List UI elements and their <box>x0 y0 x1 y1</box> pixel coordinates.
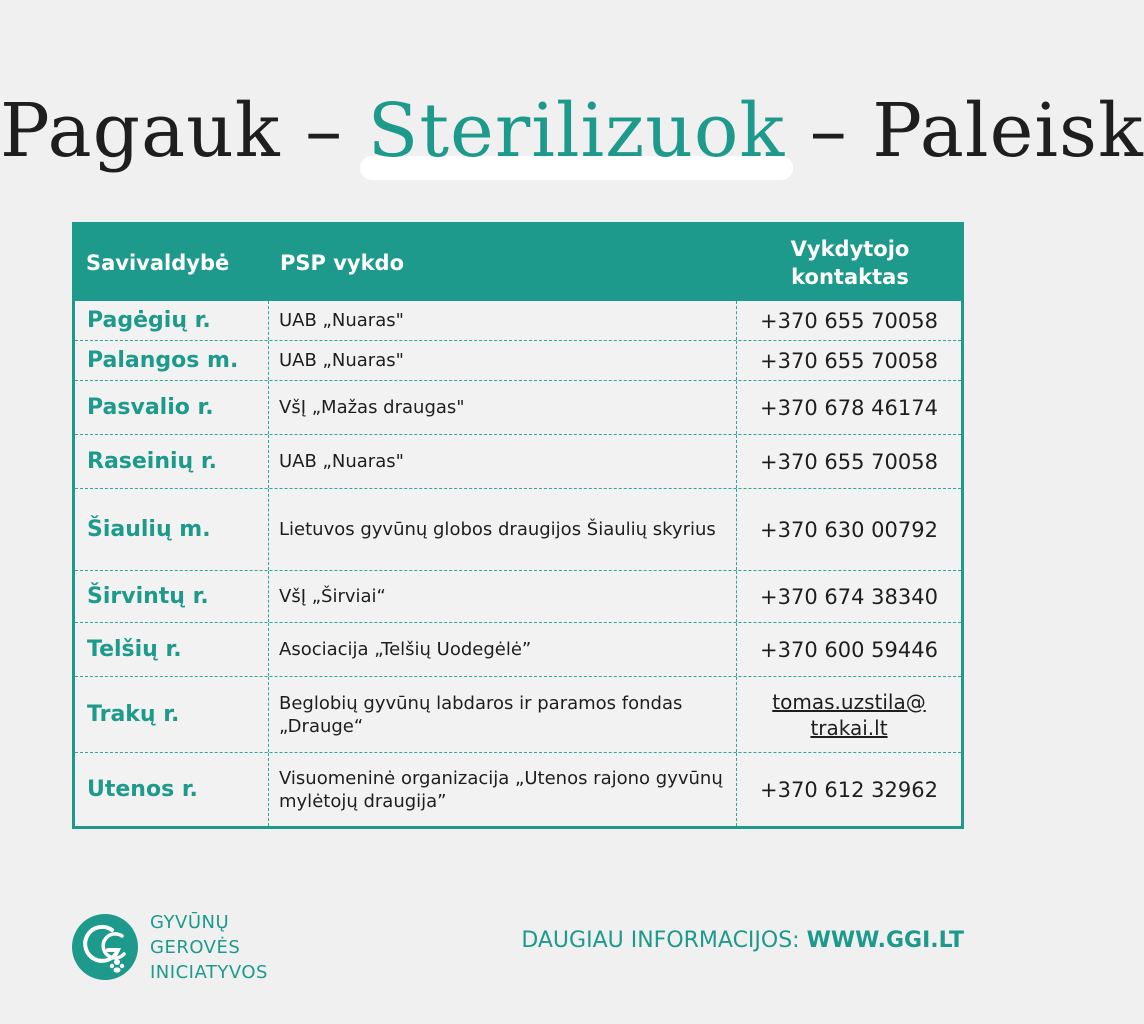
contact-cell: +370 612 32962 <box>760 777 938 802</box>
municipality-cell: Pagėgių r. <box>75 301 269 340</box>
provider-cell: VšĮ „Mažas draugas" <box>269 381 737 434</box>
municipality-cell: Širvintų r. <box>75 571 269 622</box>
provider-cell: Beglobių gyvūnų labdaros ir paramos fondas „Drauge“ <box>269 677 737 752</box>
table-row <box>75 301 961 341</box>
header-provider: PSP vykdo <box>280 251 405 275</box>
municipality-cell: Palangos m. <box>75 341 269 380</box>
page-title <box>0 66 1144 196</box>
title-highlight <box>368 66 786 196</box>
provider-cell: UAB „Nuaras" <box>269 435 737 488</box>
contact-cell: +370 655 70058 <box>760 308 938 333</box>
table-row <box>75 341 961 381</box>
logo-line-2: GEROVĖS <box>150 937 241 958</box>
more-info-label: DAUGIAU INFORMACIJOS: <box>521 928 807 953</box>
contact-cell: +370 630 00792 <box>760 517 938 542</box>
table-row <box>75 435 961 489</box>
header-contact: Vykdytojo kontaktas <box>790 237 910 289</box>
logo-line-3: INICIATYVOS <box>150 962 268 983</box>
title-part-2: – Paleisk <box>785 88 1144 174</box>
municipality-cell: Pasvalio r. <box>75 381 269 434</box>
municipality-cell: Šiaulių m. <box>75 489 269 570</box>
ggi-logo-icon <box>72 914 138 980</box>
table-row <box>75 677 961 753</box>
title-part-1: Pagauk – <box>0 88 368 174</box>
more-info <box>521 928 964 953</box>
provider-cell: Asociacija „Telšių Uodegėlė” <box>269 623 737 676</box>
table-row <box>75 571 961 623</box>
contact-cell: +370 655 70058 <box>760 449 938 474</box>
contact-cell: +370 655 70058 <box>760 348 938 373</box>
municipality-cell: Utenos r. <box>75 753 269 826</box>
contact-cell: +370 678 46174 <box>760 395 938 420</box>
municipality-cell: Telšių r. <box>75 623 269 676</box>
header-municipality: Savivaldybė <box>86 251 230 275</box>
table-row <box>75 753 961 826</box>
table-row <box>75 489 961 571</box>
title-highlight-text: Sterilizuok <box>367 88 786 174</box>
table-row <box>75 623 961 677</box>
provider-cell: VšĮ „Širviai“ <box>269 571 737 622</box>
provider-cell: UAB „Nuaras" <box>269 341 737 380</box>
municipality-cell: Raseinių r. <box>75 435 269 488</box>
ggi-logo <box>72 910 292 990</box>
table-row <box>75 381 961 435</box>
website-link[interactable]: WWW.GGI.LT <box>806 928 964 953</box>
logo-text <box>150 910 268 985</box>
logo-line-1: GYVŪNŲ <box>150 912 230 933</box>
provider-cell: UAB „Nuaras" <box>269 301 737 340</box>
provider-cell: Visuomeninė organizacija „Utenos rajono gyvūnų mylėtojų draugija” <box>269 753 737 826</box>
provider-cell: Lietuvos gyvūnų globos draugijos Šiaulių skyrius <box>269 489 737 570</box>
municipality-cell: Trakų r. <box>75 677 269 752</box>
contacts-table <box>72 222 964 829</box>
contact-cell: +370 600 59446 <box>760 637 938 662</box>
contact-cell: +370 674 38340 <box>760 584 938 609</box>
table-header <box>75 225 961 301</box>
contact-email-link[interactable]: tomas.uzstila@ trakai.lt <box>772 689 926 740</box>
